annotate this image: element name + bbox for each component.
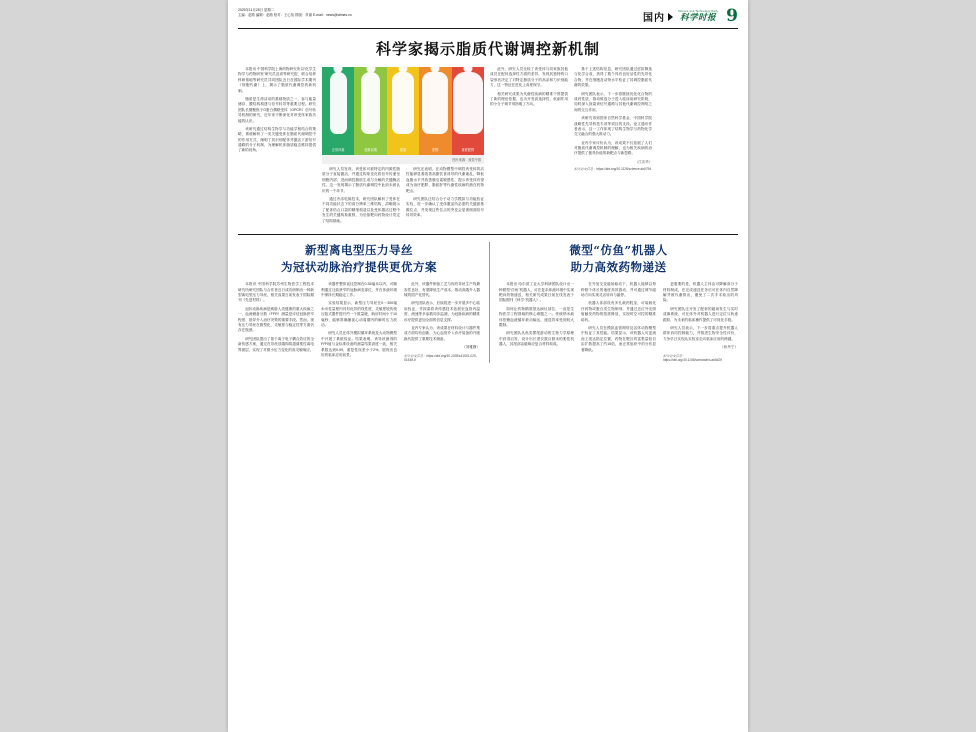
story-columns xyxy=(238,282,480,363)
story-fish-robot xyxy=(490,242,738,363)
story-headline xyxy=(499,242,738,275)
paragraph: 该研究得到国家自然科学基金、中国科学院战略性先导科技专项等项目的支持。论文通讯作者表示，这一工作体现了结构生物学与药物化学交叉融合的强大推动力。 xyxy=(574,116,652,137)
story-headline-line1: 新型离电型压力导丝 xyxy=(305,242,413,257)
story-pressure-wire xyxy=(238,242,490,363)
paragraph: 研究团队还开发了配套的磁场发生与实时成像系统，可在体外对机器人进行定位与轨迹跟踪，为未来的临床操作提供了可视化手段。 xyxy=(663,306,738,322)
paragraph: 该研究通过结构生物学与功能学相结合的策略，系统解析了一类关键受体在脂质代谢调控中的作用方式，阐明了其识别配体并激活下游信号通路的分子机制，为理解机体脂质稳态维持提供了新的视角。 xyxy=(238,126,316,153)
figure-band xyxy=(322,67,354,155)
top-article-col-2b xyxy=(406,167,484,227)
top-article-col-2 xyxy=(322,67,484,227)
section-name: 国内 xyxy=(642,13,665,24)
paragraph: 研究人员在模拟血管网络及活体动物模型中验证了其性能。结果显示，该机器人可逆流而上抵达指定位置，药物在靶区的富集量较自由扩散提高了约15倍，而正常组织中的分布显著降低。 xyxy=(581,325,656,352)
story-col-3 xyxy=(404,282,480,363)
paragraph: 研究团队还结合分子动力学模拟与功能验证实验，进一步确认了受体激活所必需的关键氨基酸位点，并发现这些位点的突变会显著削弱信号转导效率。 xyxy=(406,196,484,218)
story-headline xyxy=(238,242,480,275)
story-col-2 xyxy=(581,282,656,363)
byline: （刘雅静） xyxy=(462,345,480,350)
section-arrow-icon xyxy=(668,13,673,21)
doi-reference: 相关论文信息：https://doi.org/10.1038/s41551-025-01548-9 xyxy=(404,353,477,363)
masthead-left xyxy=(238,8,352,19)
body-silhouette-icon xyxy=(453,72,483,134)
paragraph: 如何让药物精准抵达病灶部位，一直是生物医学工程领域的核心难题之一。传统纳米载体依赖血液循环被动输运，递送效率受到较大限制。 xyxy=(499,306,574,327)
paragraph: 实验结果显示，新型压力导丝在0～300毫米汞柱量程内具有优异的线性度，灵敏度较传统压阻式器件提升约一个数量级，响应时间小于10毫秒，能够准确捕捉心动周期内的瞬时压力波动。 xyxy=(321,301,397,327)
body-silhouette-icon xyxy=(392,72,414,134)
story-headline-line2: 助力高效药物递送 xyxy=(570,259,667,274)
paragraph: 此外，该器件制备工艺与现有导丝生产线兼容性良好，有望降低生产成本，推动高端介入器械的国产化替代。 xyxy=(404,282,480,298)
paragraph: 研究团队表示，后续将进一步开展多中心临床验证，并探索将该传感技术拓展至血管内温度、流速等多参数同步监测，为冠脉疾病的精准诊疗提供更加全面的信息支撑。 xyxy=(404,301,480,322)
paragraph: 研究团队从鱼类摆尾游动的生物力学原理中获得启发，设计出长度仅数百微米的柔性机器人，其尾部由磁响应复合材料构成。 xyxy=(499,331,574,347)
brand-chinese: 科学时报 xyxy=(680,12,717,23)
brand-english: Science and Technology Daily xyxy=(677,9,719,13)
doi-reference: 相关论文信息：https://doi.org/10.1195/scirobotics.ab9429 xyxy=(663,353,722,363)
paragraph: 更重要的是，机器人主体由可降解高分子材料制成，在完成递送任务后可在体内自然降解并被代谢排出，避免了二次手术取出的风险。 xyxy=(663,282,738,303)
band-label: 超重前期 xyxy=(364,148,377,152)
body-silhouette-icon xyxy=(422,72,448,134)
paragraph: 该器件整体直径控制在0.35毫米以内，可顺利通过迂曲狭窄的冠脉病变部位，并在体液环境中保持长期稳定工作。 xyxy=(321,282,397,298)
section-divider xyxy=(238,234,738,235)
paragraph: 此外，研究人员比较了该受体与同家族其他成员在配体选择性方面的差异，发现其独特的口袋形状决定了对特定脂质分子的高亲和力识别能力，这一特征在进化上高度保守。 xyxy=(490,67,568,88)
band-label: 重度肥胖 xyxy=(461,148,475,152)
byline: （孙丹宁） xyxy=(720,345,738,350)
paragraph: 研究人员表示，下一步将重点提升机器人群体协同控制能力，并推进生物安全性评价，力争早日实现从实验室走向临床应用的跨越。 xyxy=(663,325,738,341)
page-title: 科学家揭示脂质代谢调控新机制 xyxy=(375,40,600,58)
paragraph: 本报讯 中国科学院上海药物研究所以“化学生物学与药物研发”研究员及高等研究院、联合培养科研基地等研究员共同团队近日在国际学术期刊《细胞代谢》上，揭示了脂质代谢调控的新机制。 xyxy=(238,67,316,93)
paragraph: 业内专家评价认为，该成果不仅拓展了人们对脂质代谢调控机制的理解，也为相关疾病的治疗提供了极具价值的新靶点与新思路。 xyxy=(574,140,652,156)
body-silhouette-icon xyxy=(361,72,380,134)
paragraph: 研究团队表示，下一步将继续优化化合物的成药性质，推动候选分子进入临床前研究阶段，同时深入探索该信号通路与其他代谢调控网络之间的交互作用。 xyxy=(574,91,652,112)
figure-caption: 图片来源：视觉中国 xyxy=(322,155,484,164)
paragraph: 冠状动脉疾病是威胁人类健康的重大疾病之一，血流储备分数（FFR）测量是评估冠脉狭窄程度、指导介入治疗决策的重要手段。然而，现有压力导丝在微型化、灵敏度与稳定性等方面仍存在瓶颈。 xyxy=(238,306,314,333)
newspaper-page xyxy=(228,0,748,732)
paragraph: 本报讯 哈尔滨工业大学科研团队设计出一种微型“仿鱼”机器人，可在复杂体液环境中实现靶向药物递送，相关研究成果日前在线发表于国际期刊《科学·机器人》。 xyxy=(499,282,574,303)
paragraph: 研究人员发现，该受体可被特定的内源性脂质分子直接激活，并通过构象变化将信号传递至细胞内部，进而调控脂肪生成与分解的关键酶活性。这一发现揭示了脂质代谢调控中此前未被认识的一个环节。 xyxy=(322,167,400,193)
figure-band xyxy=(452,67,484,155)
paragraph: 研究还表明，在动物模型中调控该受体的活性能够显著改善高脂饮食诱导的代谢紊乱，降低血脂水平并改善胰岛素敏感性，提示该受体有望成为治疗肥胖、脂肪肝等代谢性疾病的潜在药物靶点。 xyxy=(406,167,484,193)
band-label: 肥胖 xyxy=(432,148,439,152)
brand xyxy=(678,11,718,22)
paragraph: 基于上述结构信息，研究团队通过虚拟筛选与化学合成，获得了数个具有良好活性的先导化合物，并在细胞及动物水平验证了其调控脂质代谢的效果。 xyxy=(574,67,652,88)
masthead xyxy=(238,8,738,29)
page-number: 9 xyxy=(726,6,738,26)
paragraph: 脂质是生命活动的基础物质之一，参与能量储存、膜结构构建与信号转导等重要过程。研究团队长期聚焦于G蛋白偶联受体（GPCR）信号转导机制的研究，近年来不断深化对该受体家族功能的认识。 xyxy=(238,96,316,123)
band-label: 超重 xyxy=(399,148,407,152)
paragraph: 机器人体部设有多孔载药腔室，可装载化疗药物或蛋白类生物制剂，并通过近红外光照射触发药物的按需释放，实现时空可控的精准给药。 xyxy=(581,301,656,322)
top-article-col-4 xyxy=(574,67,652,227)
story-col-3 xyxy=(663,282,738,363)
figure-band xyxy=(419,67,451,155)
story-columns xyxy=(499,282,738,363)
band-label: 正常体重 xyxy=(331,148,345,152)
top-article-col-2a xyxy=(322,167,400,227)
paragraph: 研究人员在体外模拟循环系统及大动物模型中开展了系统验证。结果表明，该导丝测得的FFR值与金标准设备的测量结果高度一致，相关系数达到0.99，重复性误差小于2%，展现出良好的临床应用前景。 xyxy=(321,331,397,357)
top-article xyxy=(238,67,738,227)
story-headline-line2: 为冠状动脉治疗提供更优方案 xyxy=(281,259,437,274)
paragraph: 业内专家认为，该成果在材料设计与器件集成方面均有创新，为心血管介入诊疗装备的升级换代提供了重要技术储备。 xyxy=(404,325,480,341)
paragraph: 通过冷冻电镜技术，研究团队解析了受体在不同功能状态下的高分辨率三维结构，清晰展示了配体结合口袋的精细构造以及受体激活过程中发生的关键构象重排，为后续靶向药物设计奠定了结构基础。 xyxy=(322,196,400,223)
story-col-1 xyxy=(238,282,314,363)
bottom-stories xyxy=(238,242,738,363)
figure xyxy=(322,67,484,164)
masthead-date: 2025年11月25日 星期二 xyxy=(238,8,275,12)
figure-band xyxy=(387,67,419,155)
story-headline-line1: 微型“仿鱼”机器人 xyxy=(569,242,668,257)
top-article-col-3 xyxy=(490,67,568,227)
masthead-staff: 主编：赵路 编辑：赵路 校对：王心怡 排版：肖丽 E-mail：news@stimes.cn xyxy=(238,13,352,18)
doi-reference: 相关论文信息：https://doi.org/10.1126/science.ab9794 xyxy=(574,166,652,171)
body-silhouette-icon xyxy=(330,72,347,134)
masthead-right xyxy=(643,8,738,25)
story-col-2 xyxy=(321,282,397,363)
byline: （江庆华） xyxy=(635,159,652,164)
paragraph: 相关研究成果为代谢性疾病的精准干预提供了新的理论依据，也为开发高选择性、低副作用的小分子调节剂指明了方向。 xyxy=(490,91,568,107)
story-col-1 xyxy=(499,282,574,363)
obesity-scale-illustration xyxy=(322,67,484,155)
top-article-col-1 xyxy=(238,67,316,227)
paragraph: 研究团队提出了基于离子电子耦合效应的全新传感方案，通过在导丝顶端构筑超薄柔性离电界面层，实现了对微小压力变化的高灵敏响应。 xyxy=(238,336,314,352)
paragraph: 本报讯 中国科学院苏州生物医学工程技术研究所研究团队与合作者近日成功研制出一种新型离电型压力导丝，相关成果日前发表于国际期刊《先进材料》。 xyxy=(238,282,314,303)
figure-band xyxy=(354,67,386,155)
paragraph: 在外加交变磁场驱动下，机器人能够以每秒数个体长的速度高效游动，并可通过调节磁场方向实现灵活转向与悬停。 xyxy=(581,282,656,298)
